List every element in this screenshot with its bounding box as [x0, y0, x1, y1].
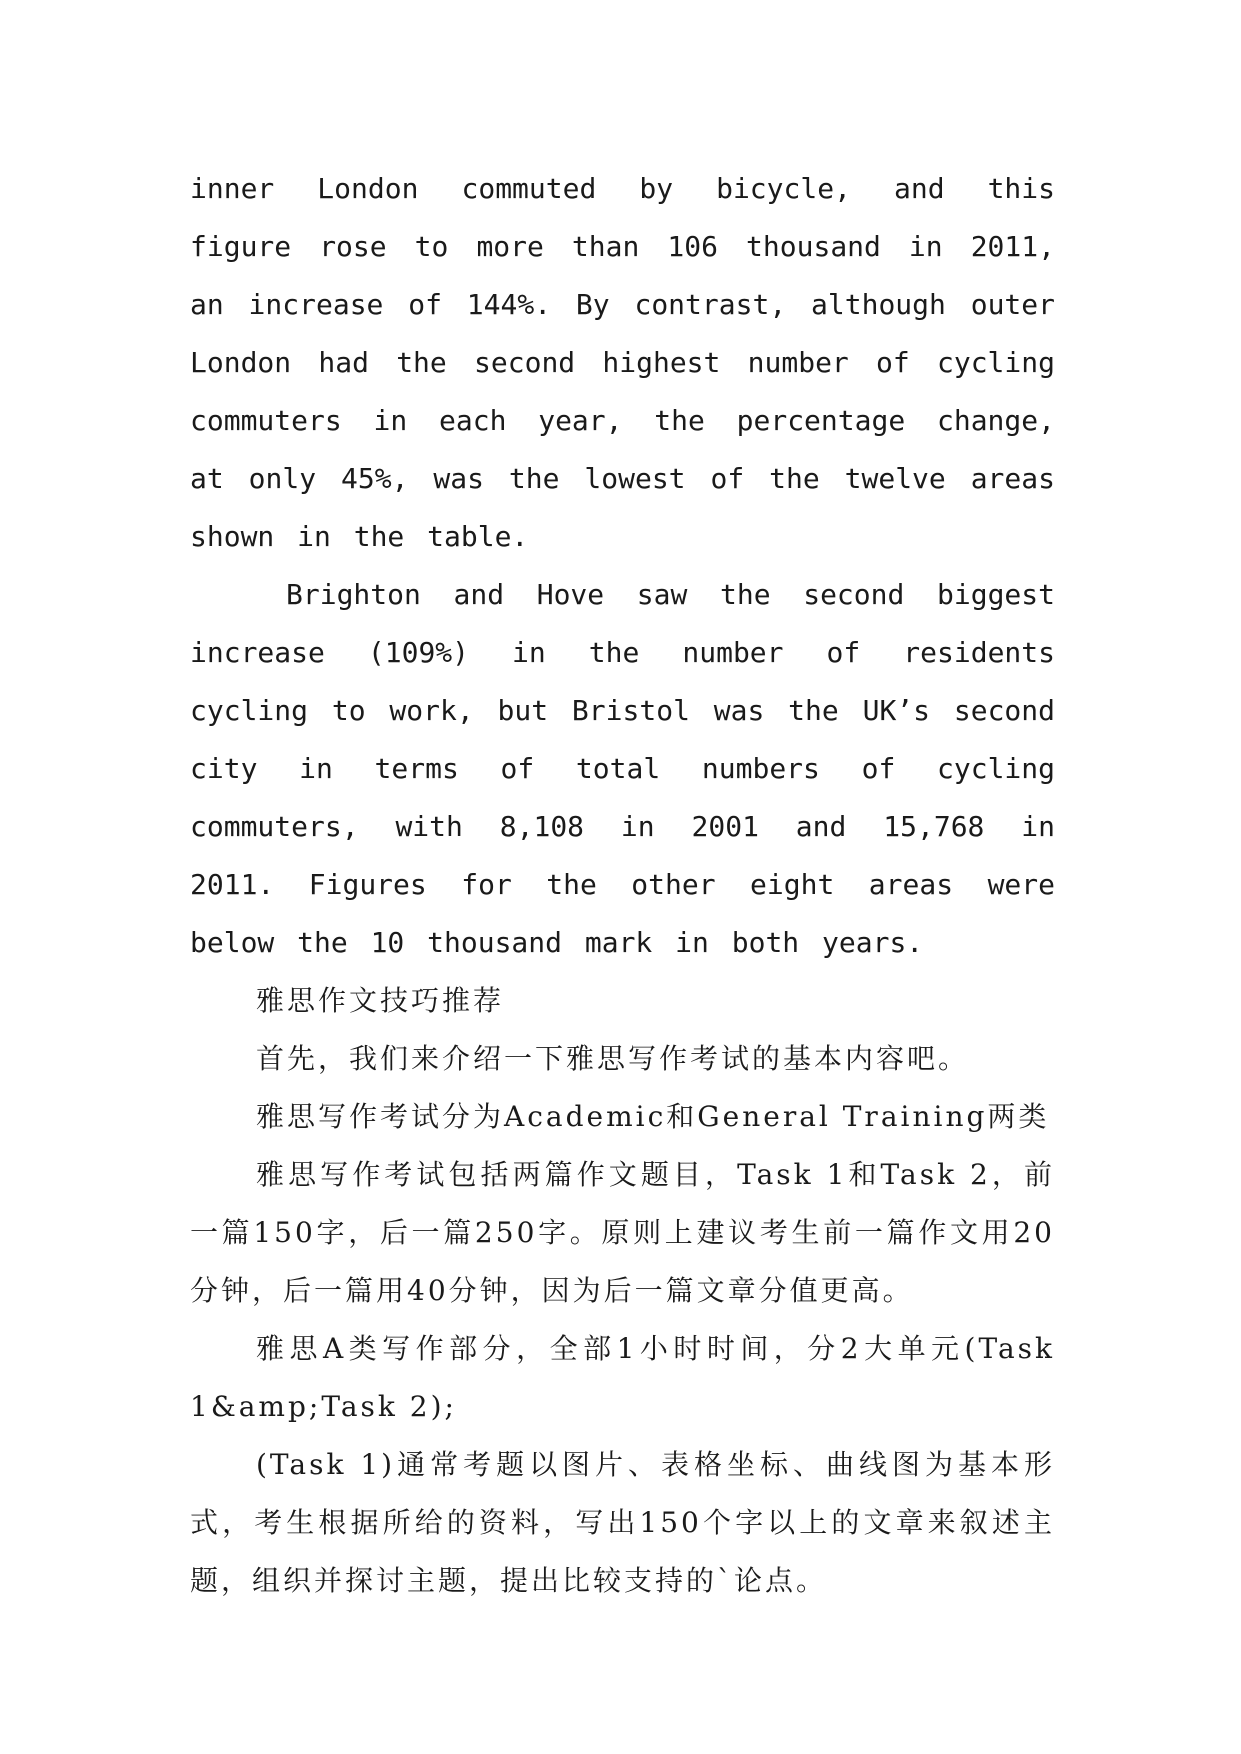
- paragraph-brighton-bristol: Brighton and Hove saw the second biggest increase (109%) in the number of residents cycling to work, but Bristol was the UK’s second city in terms of total numbers of cycling commuters, with 8,108 in 2001 and 15,768 in 2011. Figures for the other eight areas were below the 10 thousand mark in both years.: [190, 578, 1055, 959]
- document-body: [190, 160, 1055, 1610]
- paragraph-two-tasks: 雅思写作考试包括两篇作文题目，Task 1和Task 2，前一篇150字，后一篇250字。原则上建议考生前一篇作文用20分钟，后一篇用40分钟，因为后一篇文章分值更高。: [190, 1158, 1055, 1307]
- section-heading-ielts-tips: 雅思作文技巧推荐: [256, 984, 505, 1017]
- paragraph-task-1: (Task 1)通常考题以图片、表格坐标、曲线图为基本形式，考生根据所给的资料，写出150个字以上的文章来叙述主题，组织并探讨主题，提出比较支持的`论点。: [190, 1448, 1055, 1597]
- paragraph-exam-types: 雅思写作考试分为Academic和General Training两类: [256, 1100, 1050, 1133]
- paragraph-intro: 首先，我们来介绍一下雅思写作考试的基本内容吧。: [256, 1042, 970, 1075]
- paragraph-inner-london: inner London commuted by bicycle, and this figure rose to more than 106 thousand in 2011, an increase of 144%. By contrast, although outer London had the second highest number of cycling commuters in each year, the percentage change, at only 45%, was the lowest of the twelve areas shown in the table.: [190, 172, 1055, 553]
- paragraph-a-class-writing: 雅思A类写作部分，全部1小时时间，分2大单元(Task 1&amp;Task 2);: [190, 1332, 1055, 1423]
